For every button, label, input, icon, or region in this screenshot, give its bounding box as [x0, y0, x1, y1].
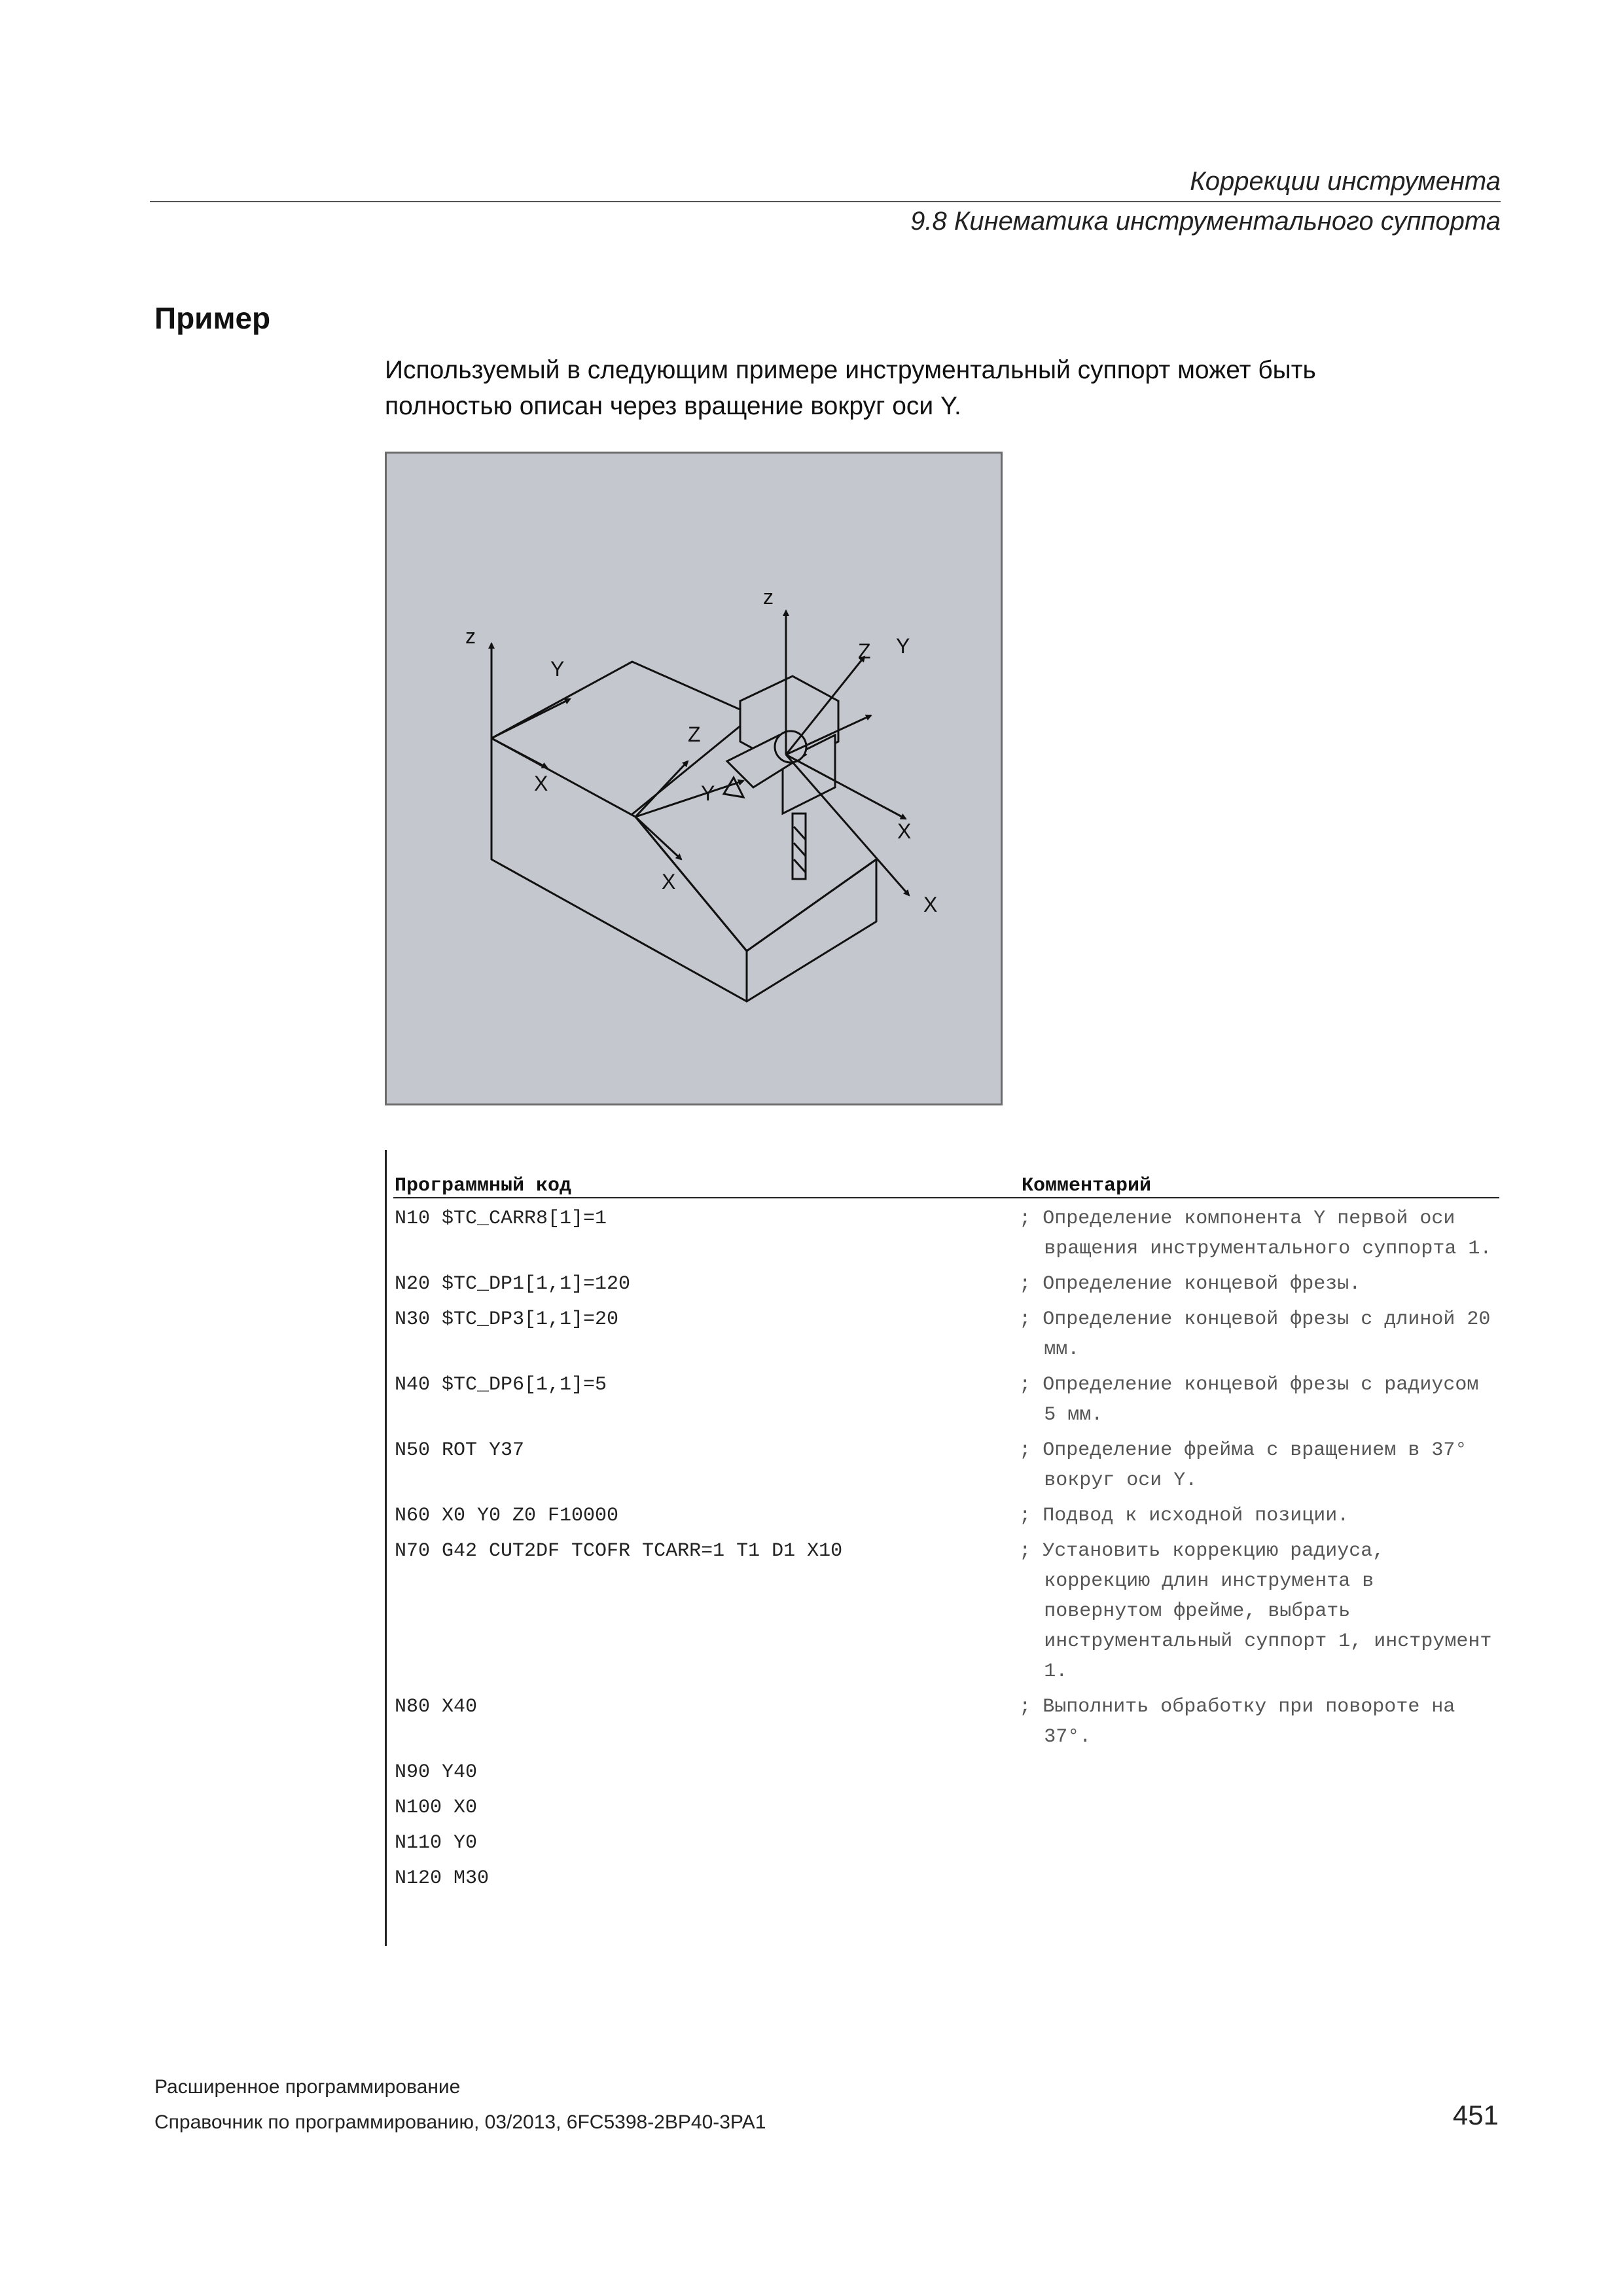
footer-book-title: Расширенное программирование	[154, 2076, 461, 2098]
comment-cell	[1019, 1757, 1499, 1787]
label-x-bottom: X	[662, 870, 676, 893]
label-z-frame: Z	[858, 639, 871, 663]
tool-carrier-figure	[385, 452, 1003, 1105]
label-x-tool: X	[897, 819, 912, 843]
col-header-comment: Комментарий	[1022, 1175, 1152, 1197]
comment-cell: ; Выполнить обработку при повороте на 37°.	[1019, 1696, 1455, 1748]
code-cell: N80 X40	[395, 1696, 478, 1718]
code-cell: N90 Y40	[395, 1761, 478, 1784]
page-number: 451	[1452, 2100, 1499, 2130]
comment-cell	[1019, 1793, 1499, 1823]
comment-cell: ; Подвод к исходной позиции.	[1019, 1505, 1349, 1527]
code-cell: N70 G42 CUT2DF TCOFR TCARR=1 T1 D1 X10	[395, 1540, 843, 1562]
table-row	[395, 1299, 1499, 1365]
label-x-left: X	[534, 772, 548, 795]
code-cell: N50 ROT Y37	[395, 1439, 525, 1462]
code-cell: N40 $TC_DP6[1,1]=5	[395, 1374, 607, 1396]
table-row	[395, 1496, 1499, 1531]
table-row	[395, 1752, 1499, 1787]
comment-cell: ; Определение концевой фрезы с радиусом 5 мм.	[1019, 1374, 1479, 1426]
label-y-left: Y	[550, 657, 565, 681]
table-header	[393, 1163, 1499, 1198]
footer-reference: Справочник по программированию, 03/2013, 6FC5398-2BP40-3PA1	[154, 2111, 766, 2133]
label-y-tool: Y	[701, 781, 715, 805]
comment-cell: ; Установить коррекцию радиуса, коррекцию длин инструмента в повернутом фрейме, выбрать инструментальный суппорт 1, инструмент 1.	[1019, 1540, 1492, 1683]
kinematics-diagram	[387, 454, 1001, 1103]
table-row	[395, 1787, 1499, 1823]
comment-cell: ; Определение концевой фрезы.	[1019, 1273, 1361, 1295]
table-row	[395, 1430, 1499, 1496]
section-heading: Пример	[154, 301, 271, 335]
table-body	[395, 1198, 1499, 1893]
comment-cell	[1019, 1863, 1499, 1893]
table-row	[395, 1858, 1499, 1893]
running-header-section: 9.8 Кинематика инструментального суппорта	[910, 207, 1501, 236]
intro-line-2: полностью описан через вращение вокруг оси Y.	[385, 392, 961, 420]
code-cell: N120 M30	[395, 1867, 490, 1890]
col-header-code: Программный код	[395, 1175, 572, 1197]
code-cell: N60 X0 Y0 Z0 F10000	[395, 1505, 619, 1527]
label-y-frame: Y	[896, 634, 910, 658]
comment-cell: ; Определение концевой фрезы с длиной 20 мм.	[1019, 1308, 1491, 1361]
label-x-right: X	[923, 893, 938, 916]
running-header-chapter: Коррекции инструмента	[1190, 167, 1501, 196]
comment-cell: ; Определение компонента Y первой оси вращения инструментального суппорта 1.	[1019, 1208, 1492, 1260]
table-row	[395, 1365, 1499, 1430]
intro-line-1: Используемый в следующим примере инструментальный суппорт может быть	[385, 356, 1316, 384]
label-z-tool: Z	[688, 723, 701, 746]
table-row	[395, 1198, 1499, 1264]
code-cell: N30 $TC_DP3[1,1]=20	[395, 1308, 619, 1331]
code-cell: N110 Y0	[395, 1832, 478, 1854]
table-row	[395, 1264, 1499, 1299]
code-cell: N20 $TC_DP1[1,1]=120	[395, 1273, 631, 1295]
comment-cell: ; Определение фрейма с вращением в 37° вокруг оси Y.	[1019, 1439, 1467, 1492]
tool-head	[724, 676, 838, 879]
code-cell: N100 X0	[395, 1797, 478, 1819]
label-z-left: z	[465, 624, 476, 648]
table-row	[395, 1823, 1499, 1858]
comment-cell	[1019, 1828, 1499, 1858]
label-z-top: z	[763, 585, 774, 609]
header-rule	[150, 201, 1501, 202]
code-cell: N10 $TC_CARR8[1]=1	[395, 1208, 607, 1230]
intro-paragraph	[385, 352, 1419, 424]
code-table	[385, 1150, 1499, 1946]
table-row	[395, 1531, 1499, 1687]
table-row	[395, 1687, 1499, 1752]
